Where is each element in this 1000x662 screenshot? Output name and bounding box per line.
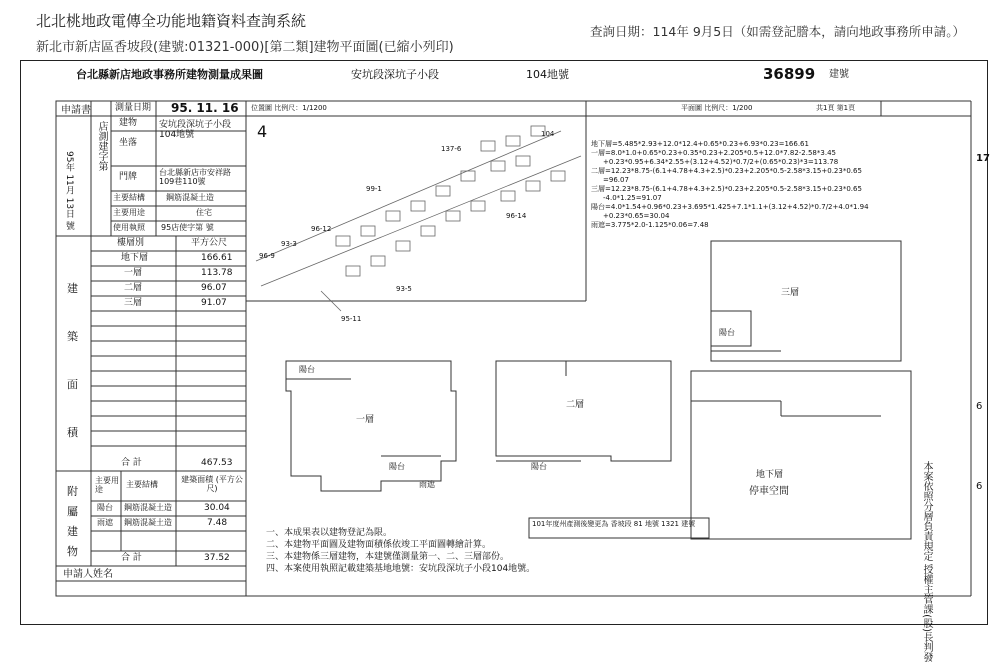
annex-area: 30.04 bbox=[204, 503, 230, 513]
note-line: 四、本案使用執照記載建築基地地號：安坑段深坑子小段104地號。 bbox=[266, 564, 536, 574]
map-lot: 137-6 bbox=[441, 145, 462, 153]
side-label: 築 bbox=[67, 330, 78, 343]
side-label: 面 bbox=[67, 378, 78, 391]
north-mark: 4 bbox=[257, 122, 268, 141]
total-area: 467.53 bbox=[201, 458, 233, 468]
annex-side: 物 bbox=[67, 545, 78, 558]
annex-total: 37.52 bbox=[204, 553, 230, 563]
map-lot: 93-5 bbox=[396, 285, 412, 293]
side-label: 建 bbox=[67, 282, 78, 295]
page-label: 共1頁 第1頁 bbox=[816, 104, 856, 112]
floor-area: 113.78 bbox=[201, 268, 233, 278]
note-line: 三、本建物係三層建物，本建號僅測量第一、二、三層部份。 bbox=[266, 552, 510, 562]
location-label: 坐落 bbox=[119, 138, 138, 148]
measure-date-label: 測量日期 bbox=[115, 103, 152, 113]
formula-line: +0.23*0.95+6.34*2.55+(3.12+4.52)*0.7/2+(0.65*0.23)*3=113.78 bbox=[603, 158, 839, 166]
measure-date: 95. 11. 16 bbox=[171, 101, 239, 115]
map-lot: 104 bbox=[541, 130, 555, 138]
floor-name: 三層 bbox=[124, 298, 143, 308]
formula-line: 一層=8.0*1.0+0.65*0.23+0.35*0.23+2.205*0.5+12.0*7.82-2.58*3.45 bbox=[591, 149, 836, 157]
floor-name: 一層 bbox=[124, 268, 143, 278]
applicant-name-label: 申請人姓名 bbox=[63, 569, 113, 580]
annex-struct: 鋼筋混凝土造 bbox=[124, 518, 172, 527]
permit-value: 95店使字第 號 bbox=[161, 223, 214, 232]
annex-side: 屬 bbox=[67, 505, 78, 518]
plan-label-balcony: 陽台 bbox=[719, 328, 735, 337]
location-map-label: 位置圖 比例尺：1/1200 bbox=[251, 104, 327, 112]
structure-value: 鋼筋混凝土造 bbox=[166, 193, 214, 202]
margin-number: 6 bbox=[976, 481, 983, 492]
location-value: 安坑段深坑子小段 104地號 bbox=[159, 120, 232, 140]
floor-area: 166.61 bbox=[201, 253, 233, 263]
authorization-note: 本案依照分層負責規定 授權主管課(股)長判發 bbox=[921, 461, 932, 662]
annex-use: 陽台 bbox=[97, 503, 113, 512]
map-lot: 93-3 bbox=[281, 240, 297, 248]
plan-label-balcony: 陽台 bbox=[531, 462, 547, 471]
receipt-date: 95年 11月 13日 號 bbox=[63, 151, 74, 230]
plan-label-second: 二層 bbox=[566, 400, 585, 410]
building-number: 36899 bbox=[763, 65, 816, 83]
map-lot: 96-14 bbox=[506, 212, 527, 220]
annex-struct-header: 主要結構 bbox=[126, 480, 158, 489]
floor-header: 樓層別 bbox=[117, 238, 145, 248]
annex-use-header: 主要用途 bbox=[95, 476, 119, 494]
annex-area-header: 建築面積 (平方公尺) bbox=[181, 475, 243, 493]
formula-line: =96.07 bbox=[603, 176, 629, 184]
map-lot: 96-12 bbox=[311, 225, 332, 233]
header-subtitle: 新北市新店區香坡段(建號:01321-000)[第二類]建物平面圖(已縮小列印) bbox=[36, 40, 454, 55]
receipt-vertical: 店測建字第 bbox=[96, 121, 107, 171]
formula-line: 三層=12.23*8.75-(6.1+4.78+4.3+2.5)*0.23+2.205*0.5-2.58*3.15+0.23*0.65 bbox=[591, 185, 862, 193]
map-lot: 95-11 bbox=[341, 315, 362, 323]
formula-line: 二層=12.23*8.75-(6.1+4.78+4.3+2.5)*0.23+2.205*0.5-2.58*3.15+0.23*0.65 bbox=[591, 167, 862, 175]
use-value: 住宅 bbox=[196, 208, 212, 217]
table-lines bbox=[21, 61, 989, 662]
plan-label-basement: 地下層 bbox=[756, 470, 784, 480]
plan-label-canopy: 雨遮 bbox=[419, 480, 435, 489]
header-title: 北北桃地政電傳全功能地籍資料查詢系統 bbox=[36, 12, 307, 30]
annex-side: 附 bbox=[67, 485, 78, 498]
margin-number: 6 bbox=[976, 401, 983, 412]
plan-label-first: 一層 bbox=[356, 415, 375, 425]
map-lot: 99-1 bbox=[366, 185, 382, 193]
annex-struct: 鋼筋混凝土造 bbox=[124, 503, 172, 512]
plan-scale-label: 平面圖 比例尺：1/200 bbox=[681, 104, 753, 112]
building-number-label: 建號 bbox=[829, 69, 849, 80]
note-line: 二、本建物平面圖及建物面積係依竣工平面圖轉繪計算。 bbox=[266, 540, 492, 550]
formula-line: +0.23*0.65=30.04 bbox=[603, 212, 670, 220]
note-line: 一、本成果表以建物登記為限。 bbox=[266, 528, 393, 538]
annex-side: 建 bbox=[67, 525, 78, 538]
structure-label: 主要結構 bbox=[113, 193, 145, 202]
building-label: 建物 bbox=[119, 118, 138, 128]
side-label: 積 bbox=[67, 426, 78, 439]
applicant-header: 申請書 bbox=[61, 105, 91, 116]
survey-document bbox=[20, 60, 990, 662]
plan-label-basement-note: 停車空間 bbox=[749, 486, 789, 497]
door-value: 台北縣新店市安祥路 109巷110號 bbox=[159, 168, 231, 186]
annex-use: 雨遮 bbox=[97, 518, 113, 527]
floor-area: 91.07 bbox=[201, 298, 227, 308]
plan-label-balcony: 陽台 bbox=[389, 462, 405, 471]
stamp-text: 101年度州產測後變更為 香坡段 81 地號 1321 建號 bbox=[532, 520, 696, 528]
use-label: 主要用途 bbox=[113, 208, 145, 217]
plan-label-third: 三層 bbox=[781, 288, 800, 298]
map-lot: 96-9 bbox=[259, 252, 275, 260]
area-header: 平方公尺 bbox=[191, 238, 228, 248]
lot-number: 104地號 bbox=[526, 68, 569, 81]
permit-label: 使用執照 bbox=[113, 223, 145, 232]
formula-line: 陽台=4.0*1.54+0.96*0.23+3.695*1.425+7.1*1.1+(3.12+4.52)*0.7/2+4.0*1.94 bbox=[591, 203, 869, 211]
query-date: 查詢日期：114年 9月5日（如需登記謄本，請向地政事務所申請。） bbox=[590, 24, 965, 39]
formula-line: -4.0*1.25=91.07 bbox=[603, 194, 662, 202]
floor-area: 96.07 bbox=[201, 283, 227, 293]
margin-number: 17 bbox=[976, 153, 990, 164]
annex-total-label: 合 計 bbox=[121, 553, 142, 563]
floor-name: 二層 bbox=[124, 283, 143, 293]
total-label: 合 計 bbox=[121, 458, 142, 468]
office-title: 台北縣新店地政事務所建物測量成果圖 bbox=[76, 68, 263, 81]
formula-line: 地下層=5.485*2.93+12.0*12.4+0.65*0.23+6.93*0.23=166.61 bbox=[591, 140, 809, 148]
plan-label-balcony: 陽台 bbox=[299, 365, 315, 374]
floor-name: 地下層 bbox=[121, 253, 149, 263]
formula-line: 雨遮=3.775*2.0-1.125*0.06=7.48 bbox=[591, 221, 709, 229]
door-label: 門牌 bbox=[119, 172, 138, 182]
annex-area: 7.48 bbox=[207, 518, 228, 528]
section-name: 安坑段深坑子小段 bbox=[351, 68, 439, 81]
